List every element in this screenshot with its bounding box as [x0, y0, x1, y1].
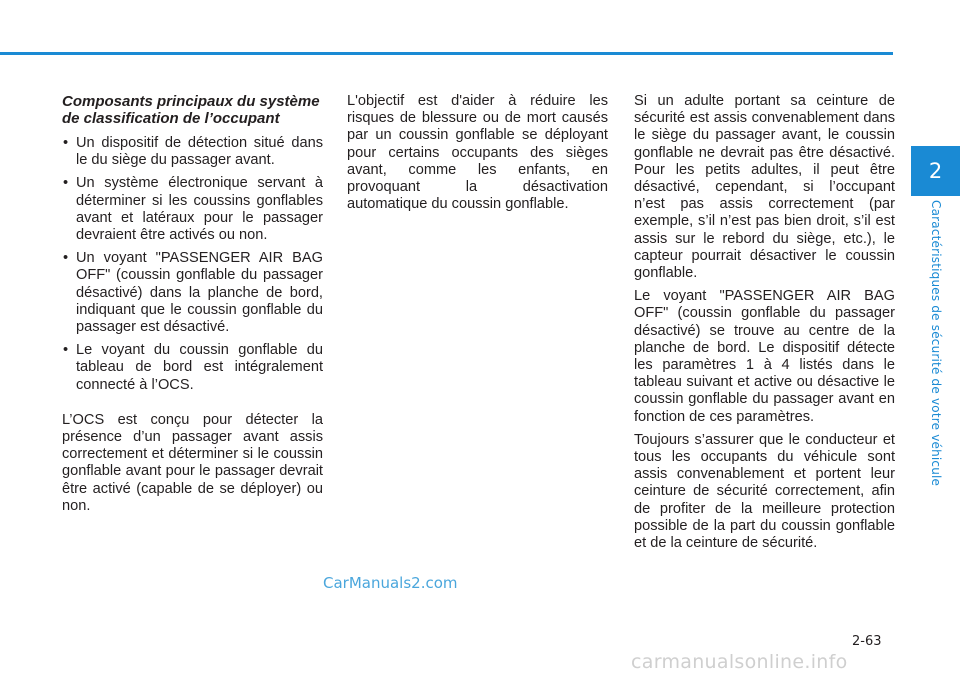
paragraph: L’OCS est conçu pour détecter la présence d’un passager avant assis correctement et déterminer si le coussin gonflable avant pour le passager devrait être activé (capable de se déployer) ou non. [62, 411, 323, 514]
paragraph: Le voyant "PASSENGER AIR BAG OFF" (coussin gonflable du passager désactivé) se trouve au centre de la planche de bord. Le dispositif détecte les paramètres 1 à 4 listés dans le tableau suivant et active ou désactive le coussin gonflable du passager avant en fonction de ces paramètres. [634, 288, 895, 425]
page-number: 2-63 [852, 634, 882, 649]
site-watermark: carmanualsonline.info [631, 651, 848, 673]
list-item [62, 250, 323, 336]
watermark-link[interactable]: CarManuals2.com [323, 574, 458, 592]
list-item-text: Un voyant "PASSENGER AIR BAG OFF" (coussin gonflable du passager désactivé) dans la planche de bord, indiquant que le coussin gonflable du passager est désactivé. [76, 250, 323, 336]
column-3 [634, 93, 895, 558]
list-item-text: Un dispositif de détection situé dans le du siège du passager avant. [76, 135, 323, 169]
list-item [62, 135, 323, 169]
list-item [62, 342, 323, 394]
paragraph: L'objectif est d'aider à réduire les risques de blessure ou de mort causés par un coussin gonflable se déployant pour certains occupants des sièges avant, comme les enfants, en provoquant la désactivation automatique du coussin gonflable. [347, 93, 608, 213]
bullet-icon: • [63, 342, 69, 359]
bullet-icon: • [63, 175, 69, 192]
bullet-icon: • [63, 135, 69, 151]
list-item [62, 175, 323, 244]
column-1 [62, 93, 323, 521]
list-item-text: Un système électronique servant à déterminer si les coussins gonflables avant et latéraux pour le passager devraient être activés ou non. [76, 175, 323, 244]
bullet-list [62, 135, 323, 394]
paragraph: Si un adulte portant sa ceinture de sécurité est assis convenablement dans le siège du passager avant, le coussin gonflable ne devrait pas être désactivé. Pour les petits adultes, il peut être désactivé, cependant, si l’occupant n’est pas assis correctement (par exemple, s’il n’est pas bien droit, s’il est assis sur le rebord du siège, etc.), le capteur pourrait désactiver le coussin gonflable. [634, 93, 895, 282]
chapter-number-tab [911, 146, 960, 196]
section-heading: Composants principaux du système de classification de l’occupant [62, 93, 320, 127]
bullet-icon: • [63, 250, 69, 267]
header-rule [0, 52, 893, 55]
list-item-text: Le voyant du coussin gonflable du tableau de bord est intégralement connecté à l’OCS. [76, 342, 323, 393]
chapter-title: Caractéristiques de sécurité de votre véhicule [929, 200, 943, 487]
chapter-number: 2 [928, 159, 943, 183]
paragraph: Toujours s’assurer que le conducteur et tous les occupants du véhicule sont assis convenablement et portent leur ceinture de sécurité correctement, afin de profiter de la meilleure protection possible de la part du coussin gonflable et de la ceinture de sécurité. [634, 431, 895, 552]
column-2 [347, 93, 608, 219]
